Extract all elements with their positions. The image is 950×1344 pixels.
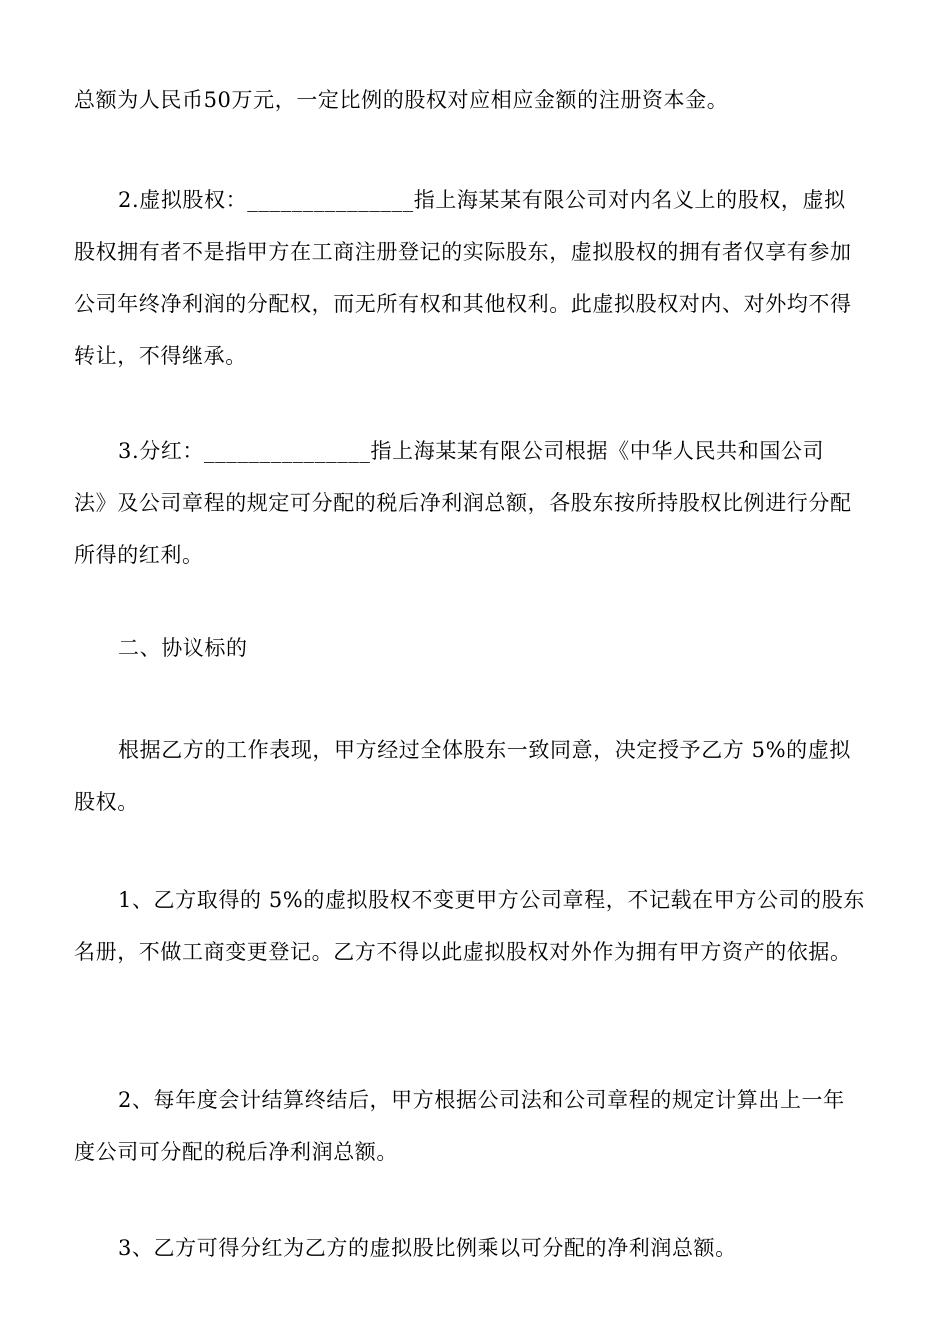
paragraph-registered-capital: [74, 74, 879, 126]
text-line: 股权。: [74, 790, 139, 814]
paragraph-clause-2: [74, 1074, 879, 1178]
paragraph-clause-1: [74, 874, 879, 978]
text-line: 根据乙方的工作表现，甲方经过全体股东一致同意，决定授予乙方 5%的虚拟: [118, 738, 851, 762]
text-line: 度公司可分配的税后净利润总额。: [74, 1140, 398, 1164]
text-line: 2、每年度会计结算终结后，甲方根据公司法和公司章程的规定计算出上一年: [118, 1088, 845, 1112]
text-line: 转让，不得继承。: [74, 344, 247, 368]
text-line: 公司年终净利润的分配权，而无所有权和其他权利。此虚拟股权对内、对外均不得: [74, 292, 852, 316]
text-line: 1、乙方取得的 5%的虚拟股权不变更甲方公司章程，不记载在甲方公司的股东: [118, 888, 865, 912]
paragraph-dividend-definition: [74, 425, 879, 581]
text-line: 3.分红：_______________指上海某某有限公司根据《中华人民共和国公司: [118, 439, 825, 463]
text-line: 股权拥有者不是指甲方在工商注册登记的实际股东，虚拟股权的拥有者仅享有参加: [74, 240, 852, 264]
paragraph-grant: [74, 724, 879, 828]
text-line: 所得的红利。: [74, 543, 204, 567]
text-line: 2.虚拟股权：_______________指上海某某有限公司对内名义上的股权，虚拟: [118, 188, 846, 212]
paragraph-clause-3: [74, 1222, 879, 1274]
text-line: 总额为人民币50万元，一定比例的股权对应相应金额的注册资本金。: [74, 88, 729, 112]
paragraph-virtual-equity-definition: [74, 174, 879, 382]
text-line: 法》及公司章程的规定可分配的税后净利润总额，各股东按所持股权比例进行分配: [74, 491, 852, 515]
text-line: 名册，不做工商变更登记。乙方不得以此虚拟股权对外作为拥有甲方资产的依据。: [74, 940, 852, 964]
text-line: 二、协议标的: [118, 636, 248, 660]
section-heading-agreement-subject: [74, 622, 879, 674]
text-line: 3、乙方可得分红为乙方的虚拟股比例乘以可分配的净利润总额。: [118, 1236, 737, 1260]
